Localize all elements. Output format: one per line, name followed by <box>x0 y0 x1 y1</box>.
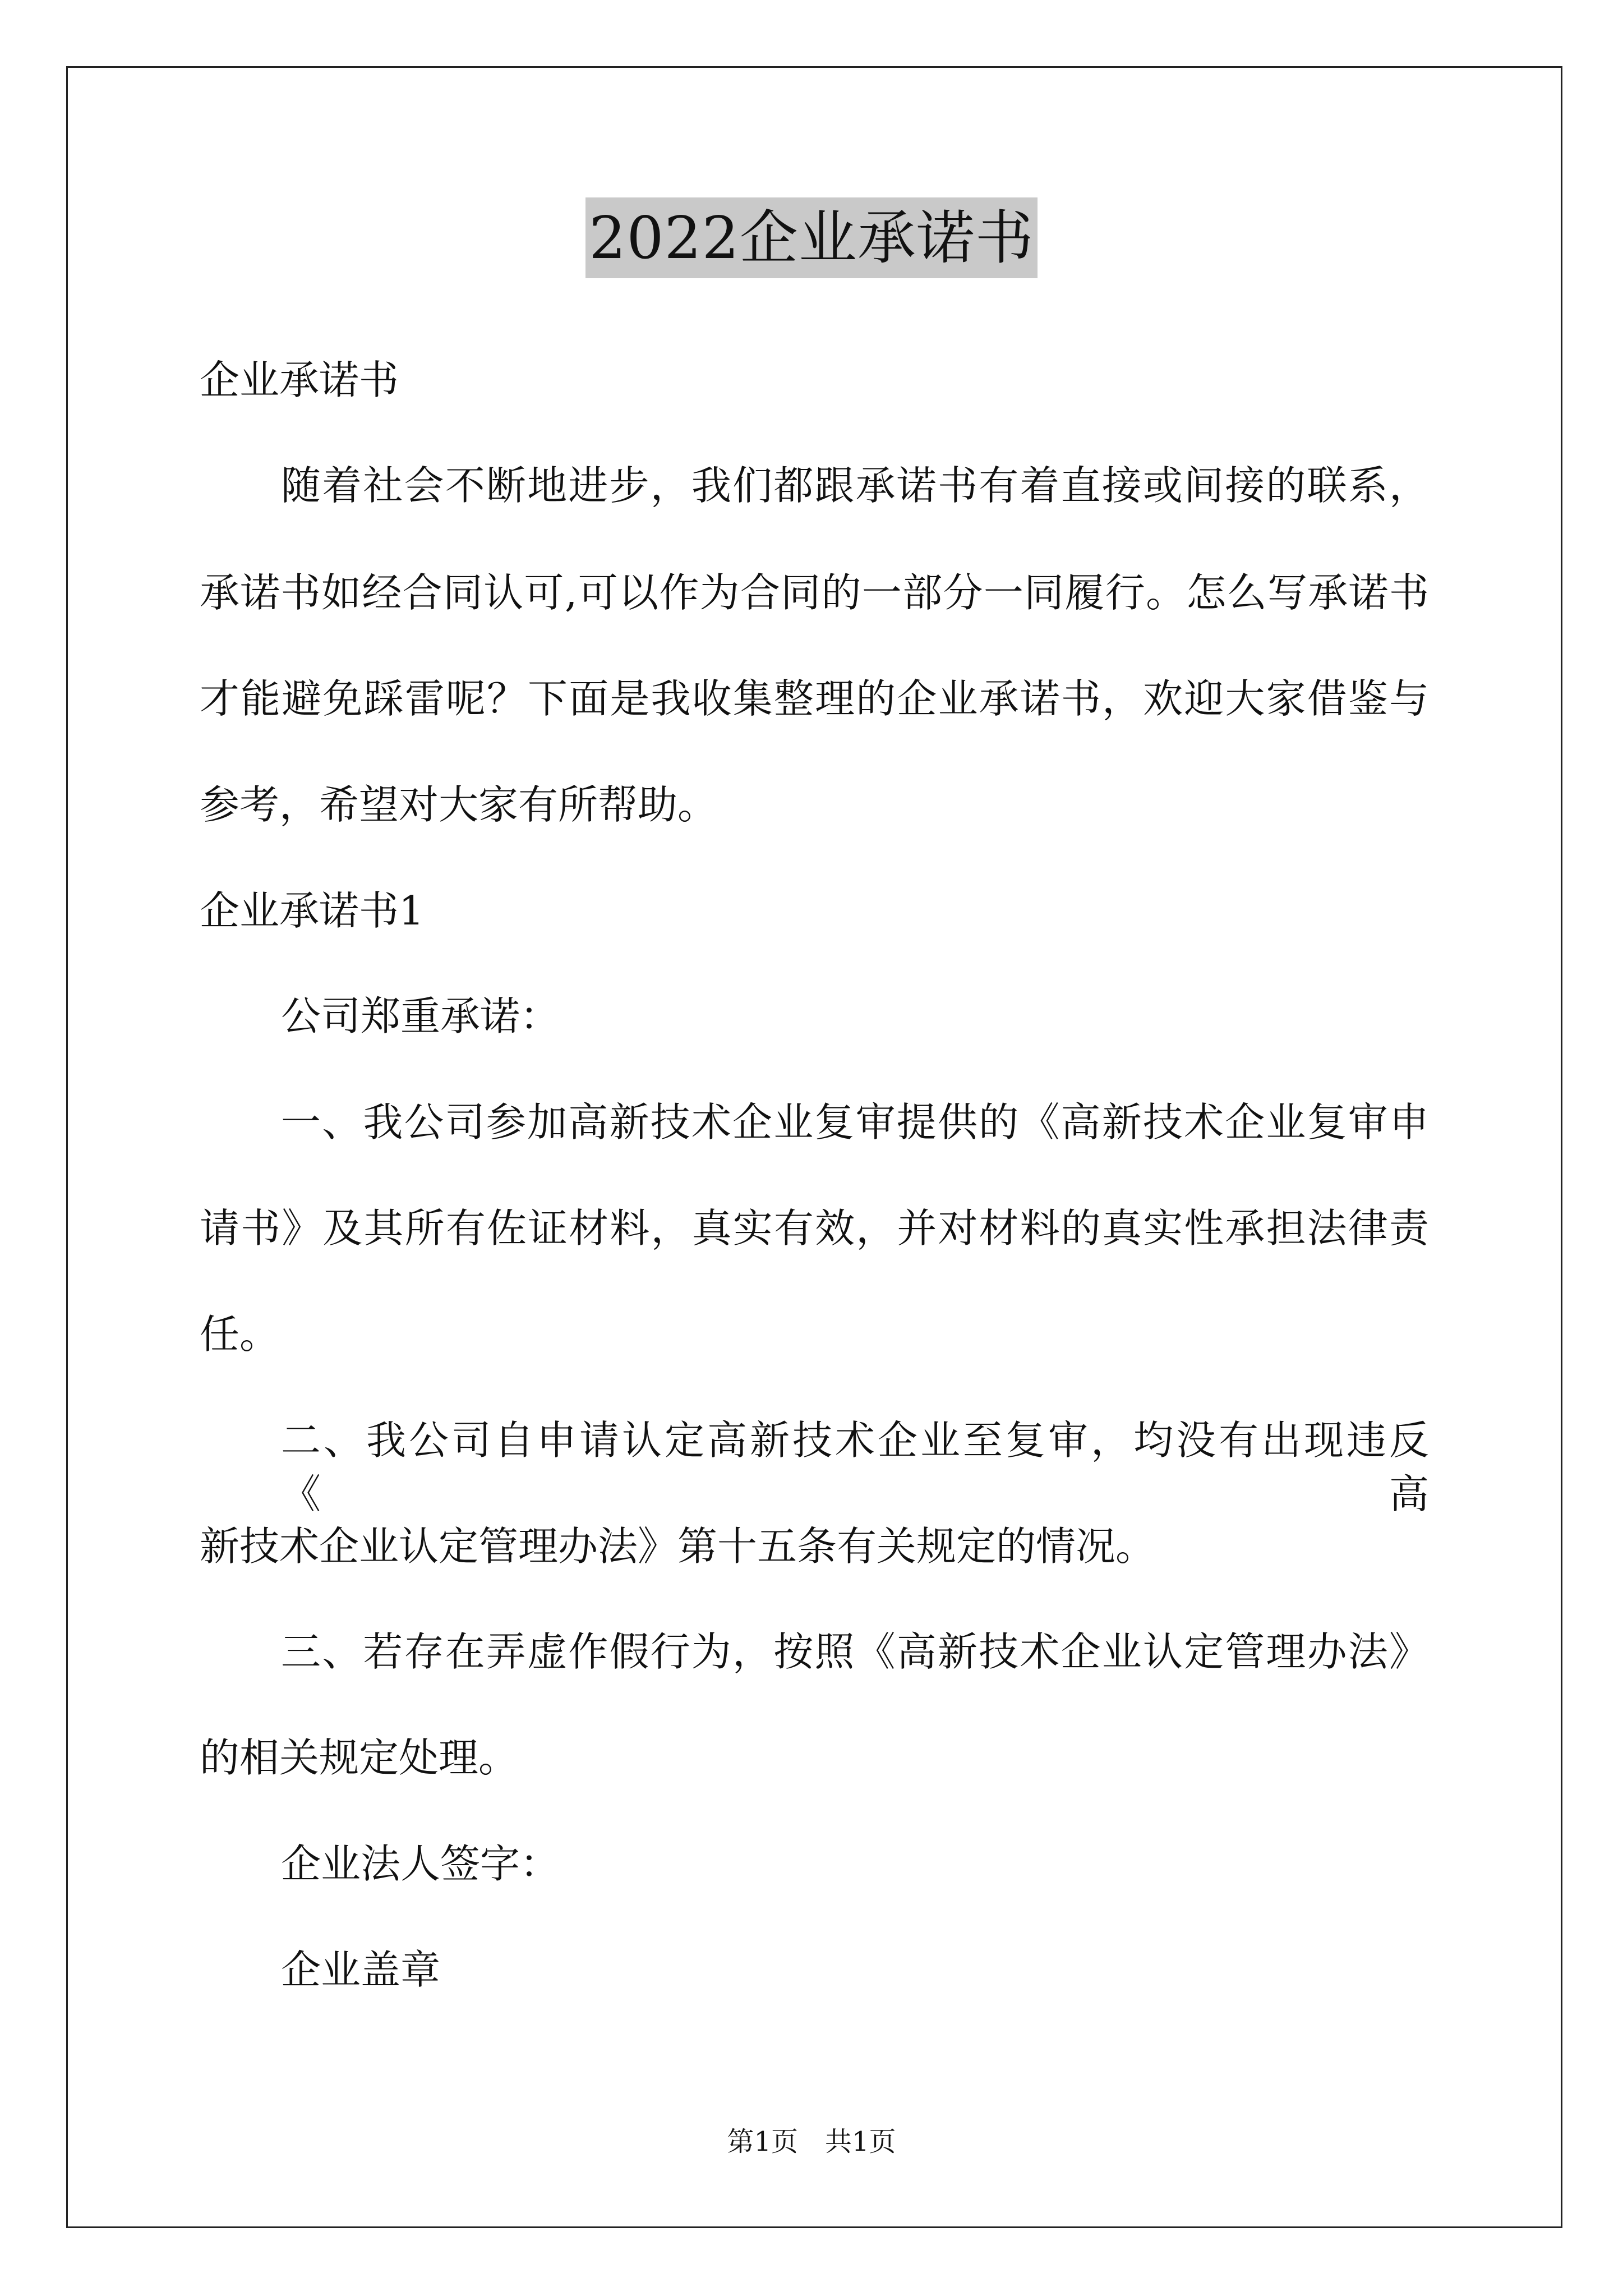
paragraph-line: 的相关规定处理。 <box>200 1734 519 1781</box>
paragraph-line: 请书》及其所有佐证材料，真实有效，并对材料的真实性承担法律责 <box>200 1205 1429 1251</box>
signature-line: 企业法人签字： <box>281 1841 560 1887</box>
section-heading: 企业承诺书 <box>200 357 399 403</box>
paragraph-line: 参考，希望对大家有所帮助。 <box>200 781 718 828</box>
section-heading: 企业承诺书1 <box>200 887 425 934</box>
paragraph-line: 才能避免踩雷呢？下面是我收集整理的企业承诺书，欢迎大家借鉴与 <box>200 675 1429 722</box>
paragraph-line: 二、我公司自申请认定高新技术企业至复审，均没有出现违反《高 <box>281 1417 1429 1517</box>
paragraph-line: 一、我公司参加高新技术企业复审提供的《高新技术企业复审申 <box>281 1099 1429 1145</box>
page-footer: 第1页 共1页 <box>727 2126 896 2157</box>
paragraph-line: 三、若存在弄虚作假行为，按照《高新技术企业认定管理办法》 <box>281 1628 1429 1675</box>
paragraph-line: 承诺书如经合同认可,可以作为合同的一部分一同履行。怎么写承诺书 <box>200 569 1429 616</box>
paragraph-line: 随着社会不断地进步，我们都跟承诺书有着直接或间接的联系， <box>281 462 1429 509</box>
paragraph-line: 新技术企业认定管理办法》第十五条有关规定的情况。 <box>200 1523 1156 1570</box>
title-wrap <box>0 197 1623 278</box>
paragraph-line: 任。 <box>200 1311 280 1358</box>
document-title: 2022企业承诺书 <box>585 197 1038 278</box>
seal-line: 企业盖章 <box>281 1947 441 1993</box>
paragraph-line: 公司郑重承诺： <box>281 993 560 1039</box>
